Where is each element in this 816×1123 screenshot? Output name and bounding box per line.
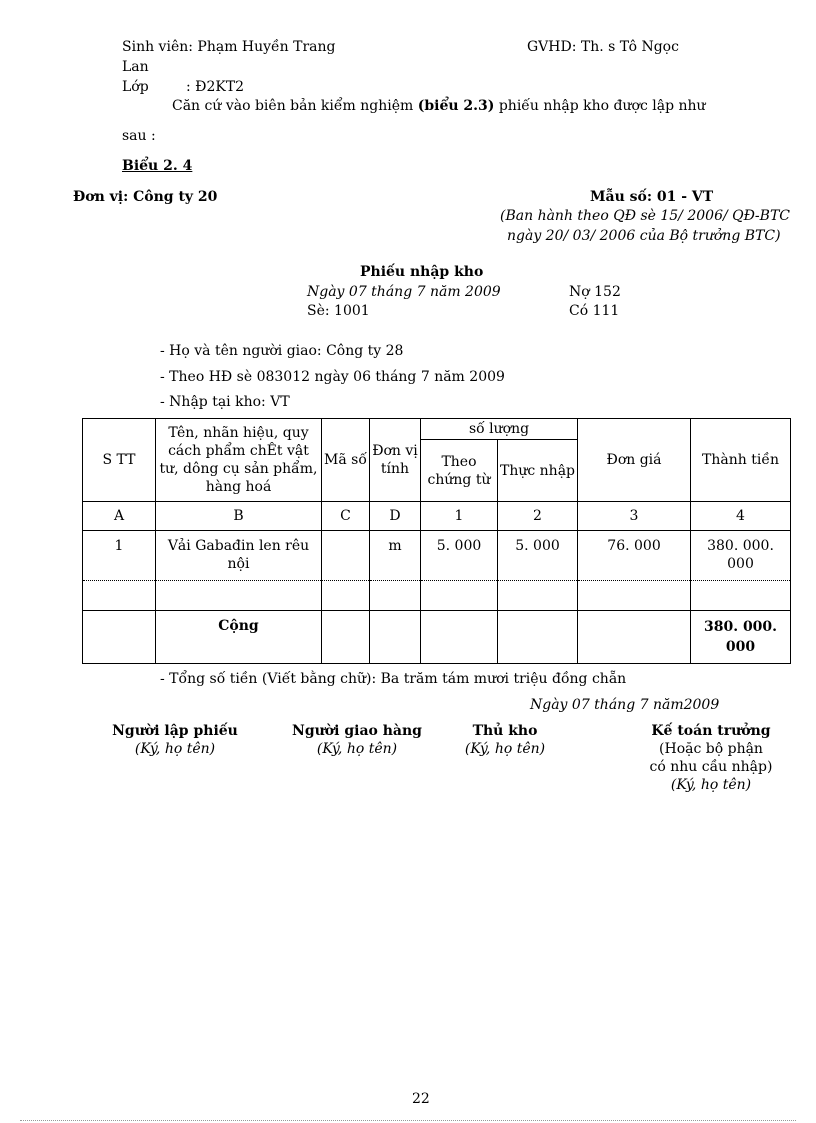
row-qty-actual: 5. 000 <box>498 531 578 581</box>
signer-subnote: (Hoặc bộ phận <box>659 741 763 757</box>
column-code: 1 <box>421 502 498 531</box>
total-row <box>83 611 791 664</box>
deliverer-line: - Họ và tên người giao: Công ty 28 <box>160 343 404 359</box>
signer-subnote: có nhu cầu nhập) <box>649 759 773 775</box>
debit-account: Nợ 152 <box>569 284 621 300</box>
class-label: Lớp <box>122 79 149 95</box>
intro-reference: (biểu 2.3) <box>417 98 495 114</box>
signer-note: (Ký, họ tên) <box>464 741 546 757</box>
header-qty-document: Theo chứng từ <box>421 440 498 502</box>
goods-receipt-table <box>82 418 791 664</box>
column-code: B <box>156 502 322 531</box>
page-number: 22 <box>412 1091 430 1107</box>
row-code <box>322 531 370 581</box>
form-label: Biểu 2. 4 <box>122 158 193 174</box>
column-code: C <box>322 502 370 531</box>
slip-number: Sè: 1001 <box>307 303 370 319</box>
column-code-row <box>83 502 791 531</box>
advisor-name: GVHD: Th. s Tô Ngọc <box>527 39 679 55</box>
credit-account: Có 111 <box>569 303 620 319</box>
form-number: Mẫu số: 01 - VT <box>590 189 714 205</box>
signer-title: Kế toán trưởng <box>651 723 771 739</box>
signer-chief-accountant <box>626 722 796 794</box>
row-price: 76. 000 <box>578 531 691 581</box>
signer-note: (Ký, họ tên) <box>316 741 398 757</box>
signer-title: Thủ kho <box>472 723 538 739</box>
unit-name: Đơn vị: Công ty 20 <box>73 189 218 205</box>
header-code: Mã số <box>322 419 370 502</box>
column-code: D <box>370 502 421 531</box>
total-amount: 380. 000. 000 <box>691 611 791 664</box>
slip-date: Ngày 07 tháng 7 năm 2009 <box>307 284 501 300</box>
header-stt: S TT <box>83 419 156 502</box>
class-value: : Đ2KT2 <box>186 79 245 95</box>
signer-preparer <box>100 722 250 758</box>
header-amount: Thành tiền <box>691 419 791 502</box>
student-name: Sinh viên: Phạm Huyền Trang <box>122 39 336 55</box>
issued-by-line-2: ngày 20/ 03/ 2006 của Bộ trưởng BTC) <box>507 228 781 244</box>
slip-title: Phiếu nhập kho <box>360 264 484 280</box>
row-unit: m <box>370 531 421 581</box>
signer-title: Người lập phiếu <box>112 723 238 739</box>
header-quantity: số lượng <box>421 419 578 440</box>
header-unit: Đơn vị tính <box>370 419 421 502</box>
column-code: 3 <box>578 502 691 531</box>
header-item-name: Tên, nhãn hiệu, quy cách phẩm chÊt vật tư, dông cụ sản phẩm, hàng hoá <box>156 419 322 502</box>
column-code: A <box>83 502 156 531</box>
page-footer-rule <box>20 1120 796 1121</box>
column-code: 4 <box>691 502 791 531</box>
row-qty-document: 5. 000 <box>421 531 498 581</box>
signature-date: Ngày 07 tháng 7 năm2009 <box>530 697 720 713</box>
header-price: Đơn giá <box>578 419 691 502</box>
row-stt: 1 <box>83 531 156 581</box>
row-item-name: Vải Gabađin len rêu nội <box>156 531 322 581</box>
signer-storekeeper <box>445 722 565 758</box>
empty-row <box>83 581 791 611</box>
issued-by-line-1: (Ban hành theo QĐ sè 15/ 2006/ QĐ-BTC <box>500 208 790 224</box>
signer-deliverer <box>282 722 432 758</box>
header-qty-actual: Thực nhập <box>498 440 578 502</box>
table-row <box>83 531 791 581</box>
warehouse-line: - Nhập tại kho: VT <box>160 394 290 410</box>
signer-note: (Ký, họ tên) <box>670 777 752 793</box>
total-in-words: - Tổng số tiền (Viết bằng chữ): Ba trăm tám mươi triệu đồng chẵn <box>160 671 627 687</box>
column-code: 2 <box>498 502 578 531</box>
row-amount: 380. 000. 000 <box>691 531 791 581</box>
signer-note: (Ký, họ tên) <box>134 741 216 757</box>
signer-title: Người giao hàng <box>292 723 422 739</box>
intro-text-c: phiếu nhập kho được lập như <box>494 98 706 114</box>
intro-paragraph <box>172 97 706 115</box>
intro-continued: sau : <box>122 128 156 144</box>
intro-text-a: Căn cứ vào biên bản kiểm nghiệm <box>172 98 418 114</box>
contract-line: - Theo HĐ sè 083012 ngày 06 tháng 7 năm 2009 <box>160 369 505 385</box>
advisor-name-continued: Lan <box>122 59 149 75</box>
total-label: Cộng <box>156 611 322 664</box>
